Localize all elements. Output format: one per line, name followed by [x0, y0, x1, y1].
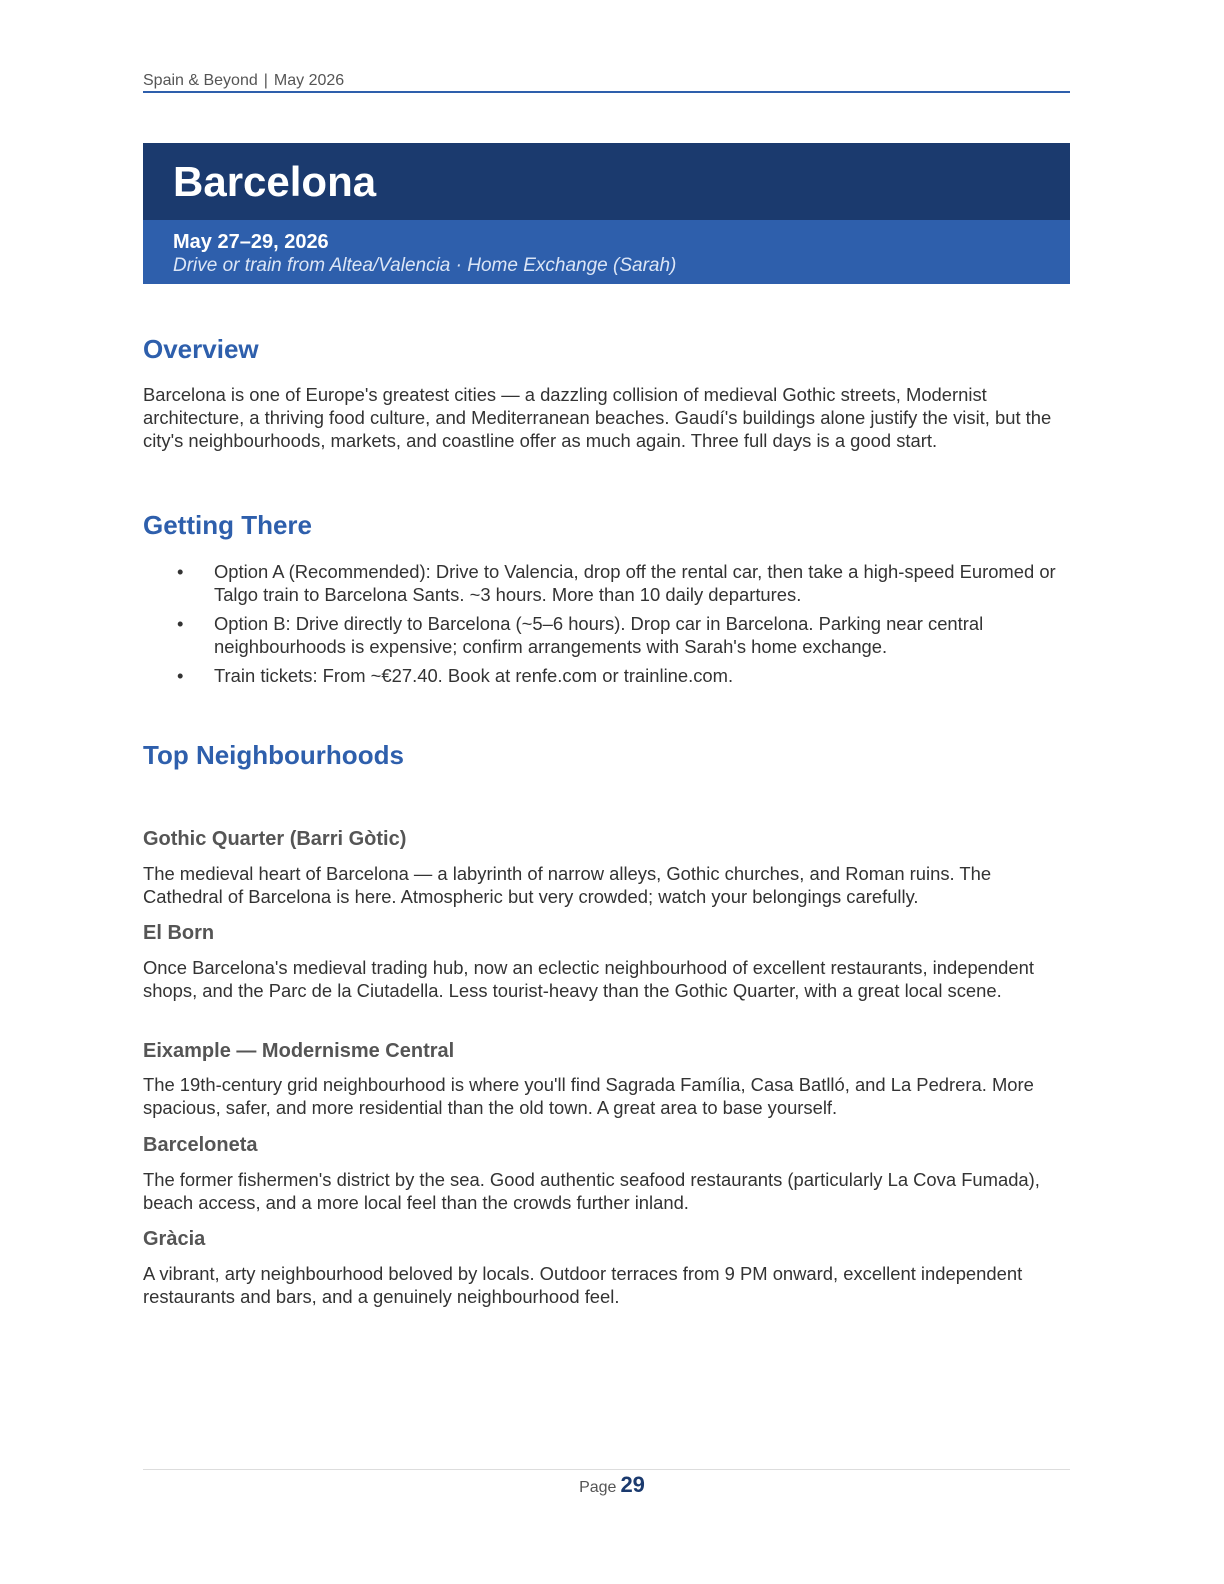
neighbourhood-text: The medieval heart of Barcelona — a labyrinth of narrow alleys, Gothic churches, and Roman ruins. The Cathedral of Barcelona is here. Atmospheric but very crowded; watch your belongings carefully.: [143, 863, 992, 907]
neighbourhoods-heading: Top Neighbourhoods: [143, 740, 404, 770]
neighbourhood-text: The 19th-century grid neighbourhood is where you'll find Sagrada Família, Casa Batlló, and La Pedrera. More spacious, safer, and more residential than the old town. A great area to base yourself.: [143, 1074, 1034, 1118]
issue-date: May 2026: [273, 72, 345, 89]
list-item-text: Option B: Drive directly to Barcelona (~5–6 hours). Drop car in Barcelona. Parking near central neighbourhoods is expensive; confirm arrangements with Sarah's home exchange.: [214, 613, 984, 657]
bullet-icon: •: [177, 613, 184, 634]
page-title: Barcelona: [173, 158, 377, 205]
getting-there-heading: Getting There: [143, 510, 313, 540]
banner-info-bar: [143, 220, 1070, 284]
page-number: 29: [620, 1472, 645, 1497]
neighbourhood-text: A vibrant, arty neighbourhood beloved by locals. Outdoor terraces from 9 PM onward, excellent independent restaurants and bars, and a genuinely neighbourhood feel.: [143, 1263, 1023, 1307]
header-separator: |: [263, 72, 268, 89]
page-footer: [0, 1472, 1224, 1498]
list-item-text: Option A (Recommended): Drive to Valencia, drop off the rental car, then take a high-speed Euromed or Talgo train to Barcelona Sants. ~3 hours. More than 10 daily departures.: [214, 561, 1056, 605]
list-item: [143, 612, 1070, 658]
publication-name: Spain & Beyond: [143, 72, 258, 89]
banner-title-bar: [143, 143, 1070, 220]
list-item: [143, 664, 1070, 687]
neighbourhood-name: Gothic Quarter (Barri Gòtic): [143, 828, 407, 850]
overview-heading: Overview: [143, 334, 259, 364]
overview-text: Barcelona is one of Europe's greatest cities — a dazzling collision of medieval Gothic streets, Modernist architecture, a thriving food culture, and Mediterranean beaches. Gaudí's buildings alone justify the visit, but the city's neighbourhoods, markets, and coastline offer as much again. Three full days is a good start.: [143, 384, 1052, 451]
neighbourhood-name: Eixample — Modernisme Central: [143, 1040, 455, 1062]
trip-subtitle: Drive or train from Altea/Valencia · Home Exchange (Sarah): [173, 255, 677, 276]
title-banner: [143, 143, 1070, 284]
neighbourhood-name: El Born: [143, 922, 215, 944]
neighbourhood-text: The former fishermen's district by the sea. Good authentic seafood restaurants (particularly La Cova Fumada), beach access, and a more local feel than the crowds further inland.: [143, 1169, 1040, 1213]
footer-divider: [143, 1469, 1070, 1470]
page-label: Page: [579, 1479, 617, 1496]
bullet-icon: •: [177, 561, 184, 582]
neighbourhood-name: Barceloneta: [143, 1134, 258, 1156]
list-item-text: Train tickets: From ~€27.40. Book at renfe.com or trainline.com.: [214, 665, 734, 686]
list-item: [143, 560, 1070, 606]
page-header: [143, 71, 1070, 93]
getting-there-list: [143, 560, 1070, 693]
trip-dates: May 27–29, 2026: [173, 231, 329, 253]
bullet-icon: •: [177, 665, 184, 686]
neighbourhood-text: Once Barcelona's medieval trading hub, now an eclectic neighbourhood of excellent restaurants, independent shops, and the Parc de la Ciutadella. Less tourist-heavy than the Gothic Quarter, with a great local scene.: [143, 957, 1034, 1001]
neighbourhood-name: Gràcia: [143, 1228, 206, 1250]
